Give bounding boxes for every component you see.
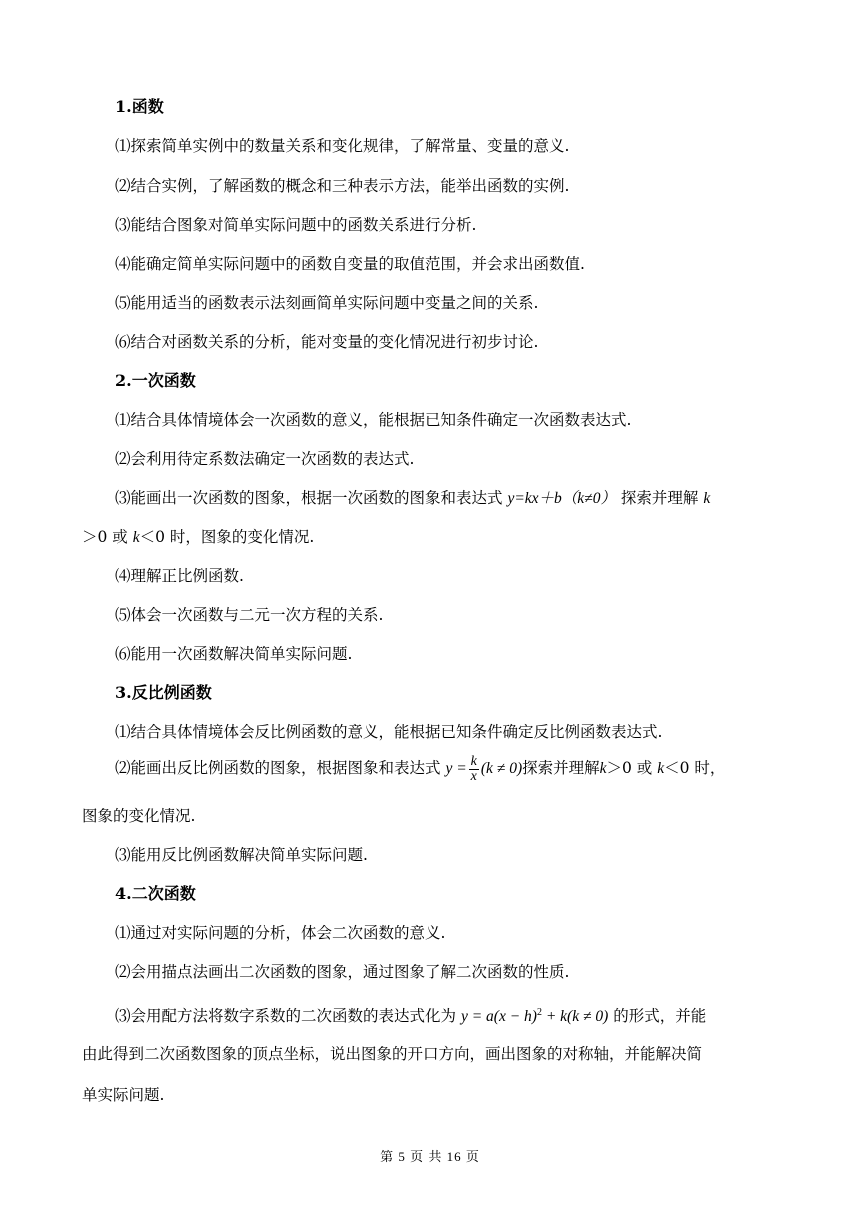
list-item: ⑶会用配方法将数字系数的二次函数的表达式化为 $y = a(x - h)^2 + k(k \ne 0)$ 的形式，并能 bbox=[115, 1007, 707, 1026]
list-item: ⑶能用反比例函数解决简单实际问题. bbox=[115, 846, 368, 864]
vertex-form-formula: $y = a(x - h)^2 + k(k \ne 0)$ bbox=[460, 1007, 609, 1026]
list-item-continuation: 由此得到二次函数图象的顶点坐标，说出图象的开口方向，画出图象的对称轴，并能解决简 bbox=[82, 1045, 703, 1063]
list-item: ⑵会用描点法画出二次函数的图象，通过图象了解二次函数的性质. bbox=[115, 963, 570, 981]
list-item: ⑶能结合图象对简单实际问题中的函数关系进行分析. bbox=[115, 216, 477, 234]
list-item: ⑹能用一次函数解决简单实际问题. bbox=[115, 645, 353, 663]
list-item: ⑸能用适当的函数表示法刻画简单实际问题中变量之间的关系. bbox=[115, 294, 539, 312]
list-item: ⑴通过对实际问题的分析，体会二次函数的意义. bbox=[115, 924, 446, 942]
fraction-k-over-x: $\frac{k}{x}$ bbox=[470, 753, 477, 784]
section-heading-linear-function: 2.一次函数 bbox=[115, 371, 196, 390]
list-item: ⑶能画出一次函数的图象，根据一次函数的图象和表达式 y=kx＋b（k≠0） 探索并理解 k bbox=[115, 489, 711, 507]
list-item: ⑸体会一次函数与二元一次方程的关系. bbox=[115, 606, 384, 624]
list-item-continuation: ＞0 或 k＜0 时，图象的变化情况. bbox=[82, 528, 315, 546]
section-heading-functions: 1.函数 bbox=[115, 97, 164, 116]
page-footer: 第 5 页 共 16 页 bbox=[380, 1149, 480, 1164]
list-item: ⑷能确定简单实际问题中的函数自变量的取值范围，并会求出函数值. bbox=[115, 255, 585, 273]
list-item: ⑵结合实例，了解函数的概念和三种表示方法，能举出函数的实例. bbox=[115, 177, 570, 195]
list-item: ⑴结合具体情境体会一次函数的意义，能根据已知条件确定一次函数表达式. bbox=[115, 411, 632, 429]
list-item: ⑹结合对函数关系的分析，能对变量的变化情况进行初步讨论. bbox=[115, 333, 539, 351]
list-item-continuation: 图象的变化情况. bbox=[82, 807, 196, 825]
list-item: ⑴探索简单实例中的数量关系和变化规律，了解常量、变量的意义. bbox=[115, 137, 570, 155]
linear-formula: y=kx＋b（k≠0） bbox=[507, 490, 616, 507]
list-item: ⑵能画出反比例函数的图象，根据图象和表达式 y = $\frac{k}{x}$ (k ≠ 0)探索并理解k＞0 或 k＜0 时， bbox=[115, 753, 726, 784]
list-item: ⑷理解正比例函数. bbox=[115, 567, 244, 585]
section-heading-quadratic-function: 4.二次函数 bbox=[115, 884, 196, 903]
list-item-continuation: 单实际问题. bbox=[82, 1086, 165, 1104]
list-item: ⑵会利用待定系数法确定一次函数的表达式. bbox=[115, 450, 415, 468]
list-item: ⑴结合具体情境体会反比例函数的意义，能根据已知条件确定反比例函数表达式. bbox=[115, 723, 663, 741]
section-heading-inverse-proportion: 3.反比例函数 bbox=[115, 683, 212, 702]
